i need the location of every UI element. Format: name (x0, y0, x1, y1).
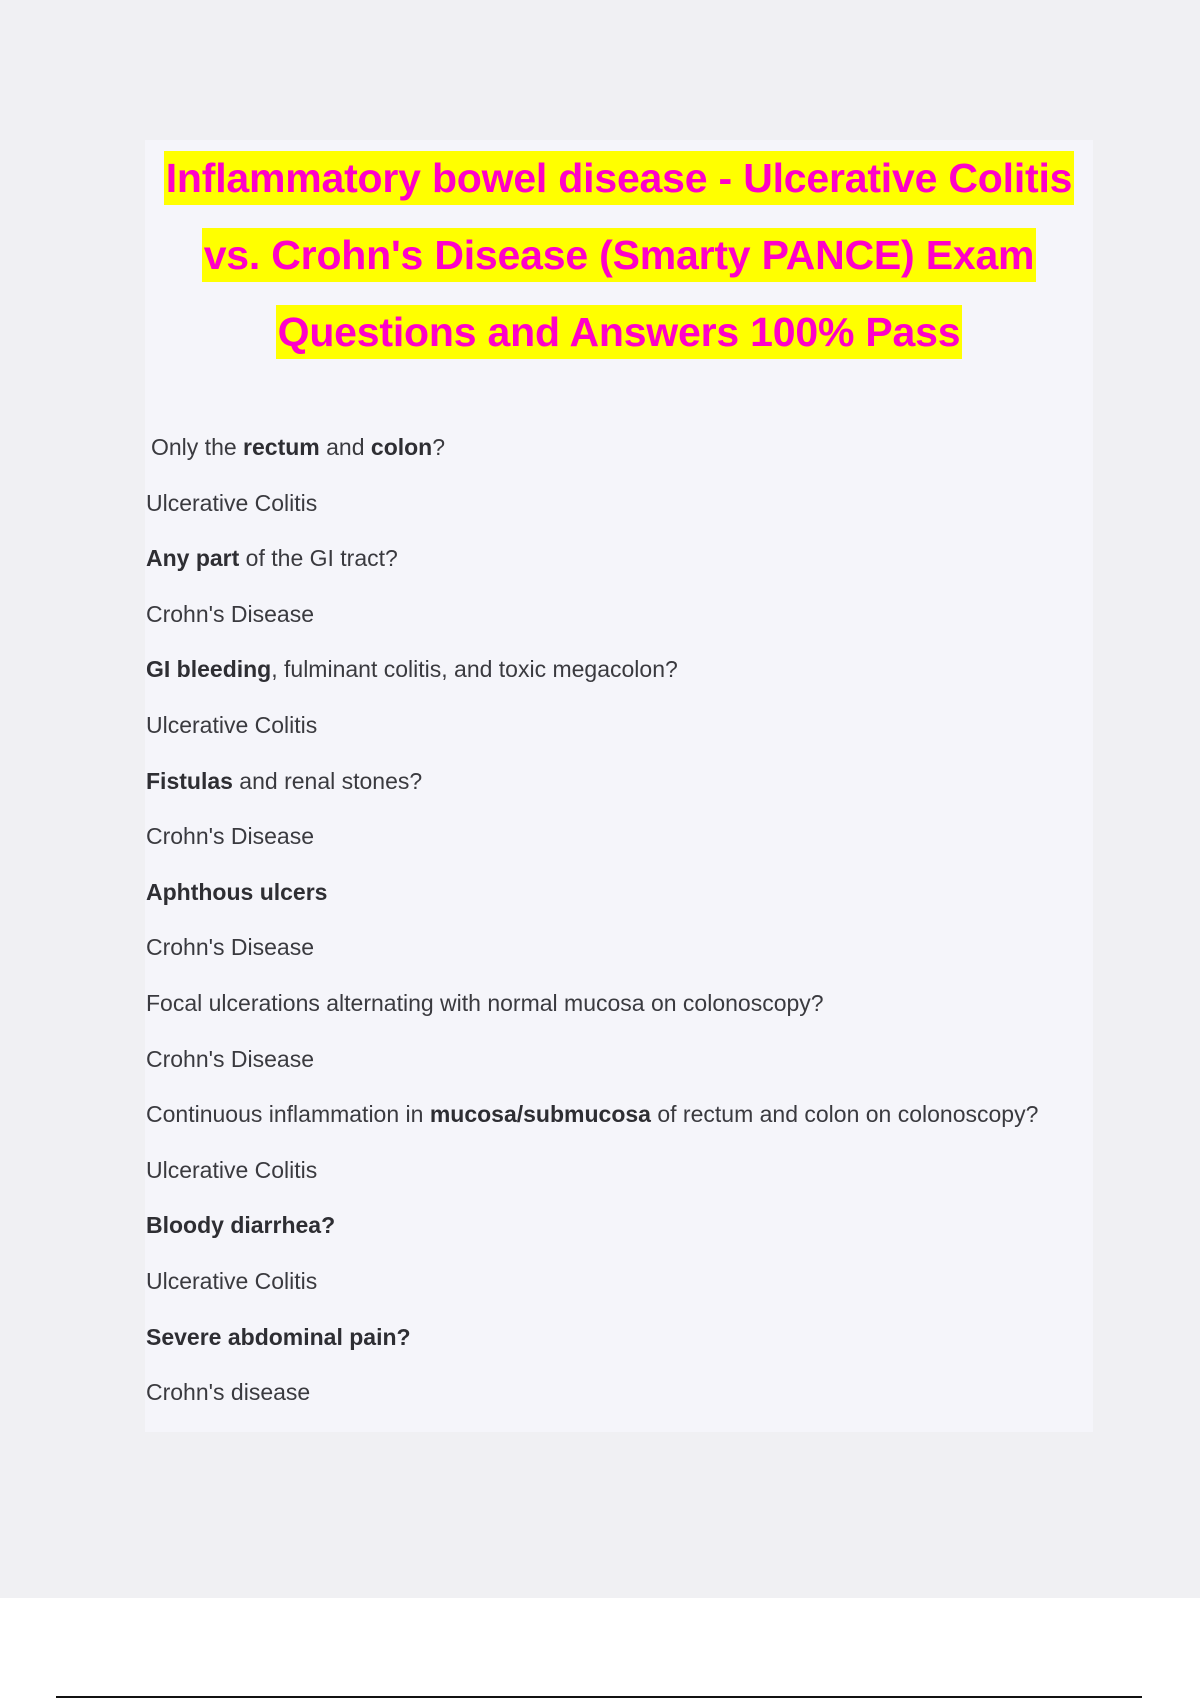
title-line-1-text: Inflammatory bowel disease - Ulcerative Colitis (164, 151, 1075, 205)
question-text: Focal ulcerations alternating with normal mucosa on colonoscopy? (146, 989, 824, 1016)
question-line (146, 1087, 1086, 1143)
question-line (146, 1198, 1086, 1254)
question-text: Continuous inflammation in (146, 1101, 430, 1128)
answer-line: Ulcerative Colitis (146, 711, 318, 738)
question-text: and renal stones? (232, 767, 423, 794)
question-bold-text: Fistulas (146, 767, 233, 794)
question-bold-text: Any part (146, 545, 240, 572)
answer-line: Crohn's Disease (146, 934, 315, 961)
question-text: ? (432, 434, 446, 460)
title-line-3 (145, 294, 1093, 371)
question-line (146, 865, 1086, 921)
title-line-3-text: Questions and Answers 100% Pass (276, 305, 963, 359)
answer-line: Crohn's Disease (146, 823, 315, 850)
answer-line: Crohn's Disease (146, 600, 315, 627)
answer-line: Crohn's Disease (146, 1045, 315, 1072)
answer-line: Ulcerative Colitis (146, 1267, 318, 1294)
title-line-2-text: vs. Crohn's Disease (Smarty PANCE) Exam (202, 228, 1037, 282)
question-bold-text: GI bleeding (146, 656, 272, 683)
question-bold-text: Severe abdominal pain? (146, 1323, 411, 1350)
question-text: and (319, 434, 371, 460)
question-text: of the GI tract? (239, 545, 398, 572)
question-bold-text: Aphthous ulcers (146, 878, 328, 905)
title-line-2 (145, 217, 1093, 294)
question-text: , fulminant colitis, and toxic megacolon? (271, 656, 678, 683)
answer-line: Ulcerative Colitis (146, 1156, 318, 1183)
question-text: of rectum and colon on colonoscopy? (650, 1101, 1039, 1128)
question-bold-text: rectum (243, 434, 320, 460)
footer-divider (56, 1696, 1142, 1698)
question-line (146, 642, 1086, 698)
question-bold-text: mucosa/submucosa (429, 1101, 651, 1128)
question-text: Only the (151, 434, 244, 460)
question-line (146, 976, 1086, 1032)
question-line (146, 420, 1086, 476)
question-bold-text: Bloody diarrhea? (146, 1212, 336, 1239)
question-line (146, 531, 1086, 587)
answer-line: Crohn's disease (146, 1379, 311, 1406)
question-line (146, 754, 1086, 810)
answer-line: Ulcerative Colitis (146, 489, 318, 516)
document-title (145, 140, 1093, 371)
question-line (146, 1310, 1086, 1366)
title-line-1 (145, 140, 1093, 217)
qa-list (146, 420, 1086, 1421)
question-bold-text: colon (370, 434, 433, 460)
